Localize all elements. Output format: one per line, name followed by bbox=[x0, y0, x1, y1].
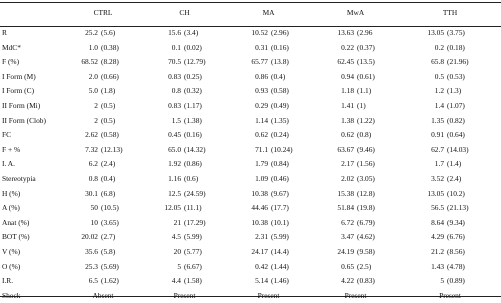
sd-value: (0.58) bbox=[101, 130, 119, 140]
sd-value: (1.44) bbox=[271, 261, 289, 271]
sd-value: (0.49) bbox=[271, 100, 289, 110]
sd-value: (5.8) bbox=[101, 246, 116, 256]
sd-value: (5.6) bbox=[101, 28, 116, 37]
sd-value: (1.46) bbox=[271, 276, 289, 286]
shock-label: Shock bbox=[2, 290, 21, 300]
mean-value: 1.5 bbox=[171, 115, 182, 125]
sd-value: (21.96) bbox=[447, 57, 469, 67]
table-row bbox=[0, 55, 501, 70]
mean-value: 10.52 bbox=[251, 28, 269, 37]
sd-value: (0.61) bbox=[357, 71, 375, 81]
sd-value: (0.83) bbox=[357, 276, 375, 286]
table-row bbox=[0, 245, 501, 260]
sd-value: (1.4) bbox=[447, 159, 462, 169]
row-label: O (%) bbox=[2, 261, 21, 271]
mean-value: 0.62 bbox=[341, 130, 355, 140]
sd-value: (24.59) bbox=[184, 188, 206, 198]
sd-value: (19.8) bbox=[357, 203, 375, 213]
mean-value: 1.2 bbox=[434, 86, 445, 96]
mean-value: 2.62 bbox=[85, 130, 98, 140]
mean-value: 1.43 bbox=[431, 261, 445, 271]
table-body bbox=[0, 26, 501, 303]
table-row bbox=[0, 70, 501, 85]
table-row bbox=[0, 260, 501, 275]
row-label: Stereotypia bbox=[2, 173, 36, 183]
mean-value: 0.83 bbox=[168, 71, 182, 81]
mean-value: 68.52 bbox=[81, 57, 98, 67]
table-row bbox=[0, 216, 501, 231]
mean-value: 0.22 bbox=[341, 42, 355, 52]
mean-value: 70.5 bbox=[168, 57, 182, 67]
mean-value: 0.8 bbox=[88, 173, 98, 183]
sd-value: (0.38) bbox=[101, 42, 119, 52]
mean-value: 12.5 bbox=[168, 188, 182, 198]
table-row bbox=[0, 99, 501, 114]
column-header-ma: MA bbox=[262, 8, 275, 17]
column-header-ctrl: CTRL bbox=[93, 8, 113, 17]
mean-value: 0.42 bbox=[255, 261, 269, 271]
column-header-tth: TTH bbox=[442, 8, 458, 17]
sd-value: (0.25) bbox=[184, 71, 202, 81]
sd-value: (0.4) bbox=[101, 173, 116, 183]
row-label: I.R. bbox=[2, 276, 14, 286]
sd-value: (0.8) bbox=[357, 130, 372, 140]
mean-value: 13.63 bbox=[337, 28, 355, 37]
sd-value: (1.62) bbox=[101, 276, 119, 286]
mean-value: 24.17 bbox=[251, 246, 269, 256]
sd-value: (6.76) bbox=[447, 232, 465, 242]
sd-value: (0.4) bbox=[271, 71, 286, 81]
sd-value: (0.18) bbox=[447, 42, 465, 52]
mean-value: 71.1 bbox=[255, 144, 269, 154]
row-label: BOT (%) bbox=[2, 232, 30, 242]
mean-value: 1.09 bbox=[255, 173, 269, 183]
mean-value: 44.46 bbox=[251, 203, 269, 213]
sd-value: (12.8) bbox=[357, 188, 375, 198]
row-label: F (%) bbox=[2, 57, 20, 67]
sd-value: (0.32) bbox=[184, 86, 202, 96]
sd-value: (0.5) bbox=[101, 115, 116, 125]
mean-value: 63.67 bbox=[337, 144, 355, 154]
sd-value: (0.16) bbox=[184, 130, 202, 140]
sd-value: (14.4) bbox=[271, 246, 289, 256]
sd-value: (0.37) bbox=[357, 42, 375, 52]
sd-value: (13.5) bbox=[357, 57, 375, 67]
mean-value: 4.5 bbox=[171, 232, 182, 242]
sd-value: (2.96 bbox=[357, 28, 373, 37]
sd-value: (13.8) bbox=[271, 57, 289, 67]
sd-value: (12.79) bbox=[184, 57, 206, 67]
mean-value: 62.45 bbox=[337, 57, 355, 67]
sd-value: (1.58) bbox=[184, 276, 202, 286]
mean-value: 21 bbox=[173, 217, 182, 227]
sd-value: (4.62) bbox=[357, 232, 375, 242]
sd-value: (14.03) bbox=[447, 144, 469, 154]
sd-value: (14.32) bbox=[184, 144, 206, 154]
mean-value: 50 bbox=[90, 203, 98, 213]
mean-value: 6.2 bbox=[88, 159, 98, 169]
sd-value: (2.5) bbox=[357, 261, 372, 271]
row-label: Anat (%) bbox=[2, 217, 30, 227]
mean-value: 1.4 bbox=[434, 100, 445, 110]
mean-value: 15.38 bbox=[337, 188, 355, 198]
sd-value: (1.35) bbox=[271, 115, 289, 125]
table-row bbox=[0, 26, 501, 41]
sd-value: (4.78) bbox=[447, 261, 465, 271]
sd-value: (3.65) bbox=[101, 217, 119, 227]
row-label: II Form (Mi) bbox=[2, 100, 41, 110]
mean-value: 13.05 bbox=[427, 28, 445, 37]
table-row bbox=[0, 128, 501, 143]
row-label: F + % bbox=[2, 144, 21, 154]
sd-value: (0.53) bbox=[447, 71, 465, 81]
mean-value: 25.2 bbox=[85, 28, 98, 37]
mean-value: 0.65 bbox=[341, 261, 355, 271]
sd-value: (3.05) bbox=[357, 173, 375, 183]
table-row bbox=[0, 201, 501, 216]
sd-value: (9.46) bbox=[357, 144, 375, 154]
mean-value: 6.5 bbox=[88, 276, 98, 286]
mean-value: 24.19 bbox=[337, 246, 355, 256]
mean-value: 56.5 bbox=[431, 203, 445, 213]
sd-value: (17.7) bbox=[271, 203, 289, 213]
row-label: V (%) bbox=[2, 246, 21, 256]
table-row bbox=[0, 41, 501, 56]
sd-value: (2.96) bbox=[271, 28, 289, 37]
row-label: H (%) bbox=[2, 188, 21, 198]
sd-value: (1) bbox=[357, 100, 366, 110]
mean-value: 25.3 bbox=[85, 261, 98, 271]
mean-value: 2.17 bbox=[341, 159, 355, 169]
mean-value: 0.31 bbox=[255, 42, 269, 52]
shock-ma: Present bbox=[257, 290, 280, 300]
mean-value: 65.8 bbox=[431, 57, 445, 67]
header-blank bbox=[0, 0, 62, 26]
sd-value: (11.1) bbox=[184, 203, 202, 213]
mean-value: 10 bbox=[90, 217, 98, 227]
sd-value: (1.38) bbox=[184, 115, 202, 125]
sd-value: (0.46) bbox=[271, 173, 289, 183]
table-row bbox=[0, 187, 501, 202]
mean-value: 2 bbox=[94, 100, 98, 110]
mean-value: 21.2 bbox=[431, 246, 445, 256]
mean-value: 10.38 bbox=[251, 188, 269, 198]
sd-value: (1.56) bbox=[357, 159, 375, 169]
row-label: R bbox=[2, 28, 7, 37]
table-row bbox=[0, 84, 501, 99]
column-header-mwa: MwA bbox=[346, 8, 365, 17]
table-row bbox=[0, 230, 501, 245]
sd-value: (10.2) bbox=[447, 188, 465, 198]
sd-value: (0.82) bbox=[447, 115, 465, 125]
mean-value: 1.79 bbox=[255, 159, 269, 169]
sd-value: (8.56) bbox=[447, 246, 465, 256]
mean-value: 5.14 bbox=[255, 276, 269, 286]
mean-value: 51.84 bbox=[337, 203, 355, 213]
sd-value: (3.75) bbox=[447, 28, 465, 37]
mean-value: 0.83 bbox=[168, 100, 182, 110]
row-label: A (%) bbox=[2, 203, 20, 213]
sd-value: (1.22) bbox=[357, 115, 375, 125]
row-label: I. A. bbox=[2, 159, 15, 169]
sd-value: (1.3) bbox=[447, 86, 462, 96]
mean-value: 35.6 bbox=[85, 246, 98, 256]
sd-value: (8.28) bbox=[101, 57, 119, 67]
sd-value: (5.99) bbox=[184, 232, 202, 242]
mean-value: 4.22 bbox=[341, 276, 355, 286]
sd-value: (0.66) bbox=[101, 71, 119, 81]
sd-value: (2.7) bbox=[101, 232, 116, 242]
table-row bbox=[0, 114, 501, 129]
sd-value: (0.24) bbox=[271, 130, 289, 140]
mean-value: 2.0 bbox=[88, 71, 98, 81]
sd-value: (10.1) bbox=[271, 217, 289, 227]
sd-value: (10.24) bbox=[271, 144, 293, 154]
sd-value: (12.13) bbox=[101, 144, 123, 154]
sd-value: (0.64) bbox=[447, 130, 465, 140]
mean-value: 8.64 bbox=[431, 217, 445, 227]
sd-value: (17.29) bbox=[184, 217, 206, 227]
sd-value: (6.8) bbox=[101, 188, 116, 198]
sd-value: (10.5) bbox=[101, 203, 119, 213]
mean-value: 1.35 bbox=[431, 115, 445, 125]
mean-value: 0.86 bbox=[255, 71, 269, 81]
mean-value: 10.38 bbox=[251, 217, 269, 227]
table-row bbox=[0, 157, 501, 172]
mean-value: 0.8 bbox=[171, 86, 182, 96]
mean-value: 62.7 bbox=[431, 144, 445, 154]
mean-value: 2.02 bbox=[341, 173, 355, 183]
sd-value: (1.07) bbox=[447, 100, 465, 110]
sd-value: (0.6) bbox=[184, 173, 199, 183]
sd-value: (0.86) bbox=[184, 159, 202, 169]
mean-value: 1.38 bbox=[341, 115, 355, 125]
sd-value: (6.79) bbox=[357, 217, 375, 227]
sd-value: (5.99) bbox=[271, 232, 289, 242]
sd-value: (2.4) bbox=[447, 173, 462, 183]
mean-value: 1.41 bbox=[341, 100, 355, 110]
shock-ch: Present bbox=[173, 290, 196, 300]
sd-value: (0.84) bbox=[271, 159, 289, 169]
mean-value: 1.0 bbox=[88, 42, 98, 52]
mean-value: 1.18 bbox=[341, 86, 355, 96]
mean-value: 5 bbox=[177, 261, 182, 271]
sd-value: (5.69) bbox=[101, 261, 119, 271]
header-row bbox=[0, 0, 501, 26]
mean-value: 0.62 bbox=[255, 130, 269, 140]
column-header-ch: CH bbox=[179, 8, 190, 17]
mean-value: 0.45 bbox=[168, 130, 182, 140]
mean-value: 0.93 bbox=[255, 86, 269, 96]
row-label: I Form (C) bbox=[2, 86, 35, 96]
mean-value: 1.92 bbox=[168, 159, 182, 169]
shock-tth: Present bbox=[439, 290, 461, 300]
row-label: MdC* bbox=[2, 42, 21, 52]
sd-value: (3.4) bbox=[184, 28, 199, 37]
mean-value: 7.32 bbox=[85, 144, 98, 154]
sd-value: (0.89) bbox=[447, 276, 465, 286]
mean-value: 1.14 bbox=[255, 115, 269, 125]
mean-value: 1.7 bbox=[434, 159, 445, 169]
sd-value: (9.34) bbox=[447, 217, 465, 227]
mean-value: 3.52 bbox=[431, 173, 445, 183]
mean-value: 0.91 bbox=[431, 130, 445, 140]
mean-value: 13.05 bbox=[427, 188, 445, 198]
mean-value: 2 bbox=[94, 115, 98, 125]
row-label: I Form (M) bbox=[2, 71, 36, 81]
mean-value: 30.1 bbox=[85, 188, 98, 198]
sd-value: (21.13) bbox=[447, 203, 469, 213]
row-label: II Form (Clob) bbox=[2, 115, 46, 125]
mean-value: 15.6 bbox=[168, 28, 182, 37]
shock-ctrl: Absent bbox=[92, 290, 114, 300]
mean-value: 20 bbox=[173, 246, 182, 256]
row-label: FC bbox=[2, 130, 12, 140]
mean-value: 2.31 bbox=[255, 232, 269, 242]
mean-value: 0.1 bbox=[171, 42, 182, 52]
sd-value: (1.8) bbox=[101, 86, 116, 96]
mean-value: 1.16 bbox=[168, 173, 182, 183]
sd-value: (0.02) bbox=[184, 42, 202, 52]
mean-value: 6.72 bbox=[341, 217, 355, 227]
sd-value: (9.58) bbox=[357, 246, 375, 256]
mean-value: 3.47 bbox=[341, 232, 355, 242]
mean-value: 0.29 bbox=[255, 100, 269, 110]
mean-value: 12.05 bbox=[164, 203, 182, 213]
mean-value: 5 bbox=[440, 276, 445, 286]
sd-value: (6.67) bbox=[184, 261, 202, 271]
sd-value: (0.58) bbox=[271, 86, 289, 96]
shock-mwa: Present bbox=[344, 290, 367, 300]
sd-value: (1.17) bbox=[184, 100, 202, 110]
sd-value: (9.67) bbox=[271, 188, 289, 198]
table-row bbox=[0, 274, 501, 289]
mean-value: 0.5 bbox=[434, 71, 445, 81]
mean-value: 0.94 bbox=[341, 71, 355, 81]
mean-value: 0.2 bbox=[434, 42, 445, 52]
mean-value: 4.29 bbox=[431, 232, 445, 242]
shock-row bbox=[0, 289, 501, 303]
mean-value: 5.0 bbox=[88, 86, 98, 96]
mean-value: 65.0 bbox=[168, 144, 182, 154]
sd-value: (5.77) bbox=[184, 246, 202, 256]
table-row bbox=[0, 172, 501, 187]
mean-value: 65.77 bbox=[251, 57, 269, 67]
sd-value: (0.5) bbox=[101, 100, 116, 110]
table-row bbox=[0, 143, 501, 158]
mean-value: 4.4 bbox=[171, 276, 182, 286]
sd-value: (0.16) bbox=[271, 42, 289, 52]
mean-value: 20.02 bbox=[81, 232, 98, 242]
sd-value: (1.1) bbox=[357, 86, 372, 96]
sd-value: (2.4) bbox=[101, 159, 116, 169]
